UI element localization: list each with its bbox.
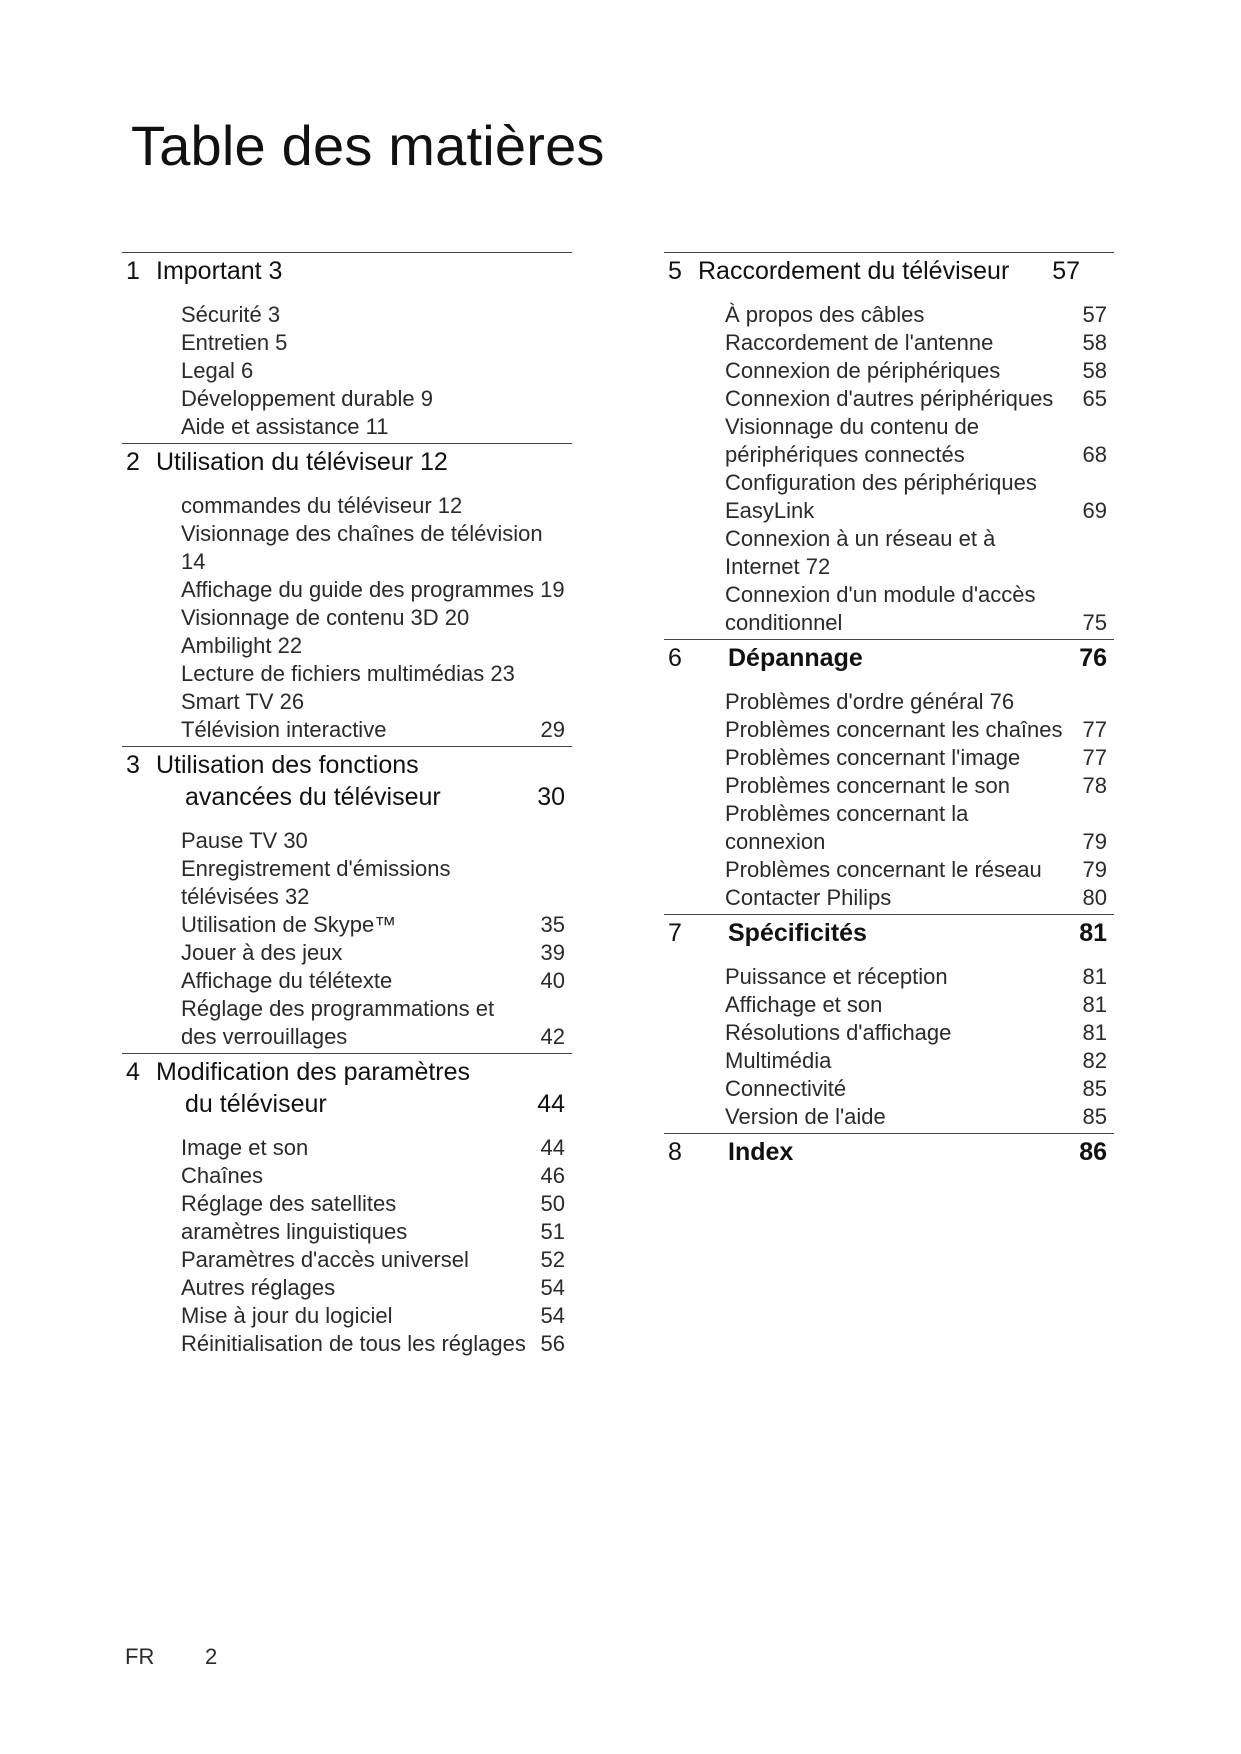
section-number: 4 <box>126 1058 140 1086</box>
entry-page: 77 <box>1082 717 1107 742</box>
page-title: Table des matières <box>131 114 605 177</box>
entry-page: 68 <box>1082 442 1107 467</box>
entry-title: aramètres linguistiques <box>181 1219 408 1244</box>
entry-page: 44 <box>540 1135 565 1160</box>
entry-page: 58 <box>1082 358 1107 383</box>
entry-title: Problèmes d'ordre général 76 <box>725 689 1015 714</box>
entry-title: Autres réglages <box>181 1275 336 1300</box>
entry-title: Résolutions d'affichage <box>725 1020 952 1045</box>
section-title-line1: Utilisation des fonctions <box>156 751 419 779</box>
section-entries <box>122 478 572 746</box>
entry-title: Connectivité <box>725 1076 847 1101</box>
section-title-line2: avancées du téléviseur <box>185 783 441 811</box>
toc-entry[interactable] <box>725 1047 1114 1075</box>
section-header[interactable] <box>122 446 572 478</box>
entry-page: 75 <box>1082 610 1107 635</box>
toc-entry[interactable] <box>181 688 572 716</box>
toc-right-column <box>664 252 1114 1168</box>
section-header[interactable] <box>664 917 1114 949</box>
section-title: Utilisation du téléviseur 12 <box>156 448 448 476</box>
entry-page: 58 <box>1082 330 1107 355</box>
entry-page: 57 <box>1082 302 1107 327</box>
toc-entry[interactable] <box>725 1019 1114 1047</box>
section-header[interactable] <box>664 642 1114 674</box>
toc-entry[interactable] <box>725 800 1114 828</box>
footer-language: FR <box>125 1644 155 1669</box>
entry-title: conditionnel <box>725 610 843 635</box>
entry-page: 46 <box>540 1163 565 1188</box>
toc-entry[interactable] <box>725 716 1114 744</box>
toc-entry[interactable] <box>725 329 1114 357</box>
toc-entry[interactable] <box>181 660 572 688</box>
section-number: 7 <box>668 919 682 947</box>
entry-title: Contacter Philips <box>725 885 892 910</box>
section-entries <box>664 674 1114 914</box>
entry-title: Télévision interactive <box>181 717 387 742</box>
section-title: Index <box>728 1138 794 1166</box>
entry-page: 79 <box>1082 829 1107 854</box>
section-entries <box>122 1120 572 1360</box>
entry-page: 81 <box>1082 1020 1107 1045</box>
toc-entry[interactable] <box>725 553 1114 581</box>
toc-entry[interactable] <box>725 497 1114 525</box>
page-footer <box>125 1644 217 1670</box>
entry-title: Version de l'aide <box>725 1104 886 1129</box>
toc-entry[interactable] <box>181 911 572 939</box>
entry-page: 85 <box>1082 1076 1107 1101</box>
entry-page: 54 <box>540 1275 565 1300</box>
section-header[interactable] <box>122 749 572 813</box>
toc-entry[interactable] <box>181 413 572 441</box>
toc-entry[interactable] <box>181 1330 572 1358</box>
entry-title: Lecture de fichiers multimédias 23 <box>181 661 515 686</box>
toc-entry[interactable] <box>725 469 1114 497</box>
toc-entry[interactable] <box>181 1134 572 1162</box>
entry-title: Raccordement de l'antenne <box>725 330 994 355</box>
entry-title: Multimédia <box>725 1048 832 1073</box>
toc-entry[interactable] <box>725 828 1114 856</box>
entry-title: Enregistrement d'émissions <box>181 856 451 881</box>
toc-entry[interactable] <box>181 492 572 520</box>
entry-page: 52 <box>540 1247 565 1272</box>
entry-page: 42 <box>540 1024 565 1049</box>
section-header[interactable] <box>664 255 1114 287</box>
toc-entry[interactable] <box>181 855 572 883</box>
toc-section-5 <box>664 252 1114 639</box>
toc-entry[interactable] <box>181 1302 572 1330</box>
section-entries <box>664 949 1114 1133</box>
toc-section-6 <box>664 639 1114 914</box>
entry-title: Ambilight 22 <box>181 633 303 658</box>
entry-page: 50 <box>540 1191 565 1216</box>
toc-entry[interactable] <box>181 520 572 576</box>
footer-page-number: 2 <box>205 1644 218 1669</box>
entry-title: commandes du téléviseur 12 <box>181 493 463 518</box>
entry-title: Affichage du guide des programmes 19 <box>181 577 565 602</box>
entry-page: 29 <box>540 717 565 742</box>
entry-page: 81 <box>1082 992 1107 1017</box>
entry-title: Chaînes <box>181 1163 263 1188</box>
toc-section-7 <box>664 914 1114 1133</box>
entry-title: Puissance et réception <box>725 964 948 989</box>
entry-title: Smart TV 26 <box>181 689 305 714</box>
entry-title: Legal 6 <box>181 358 254 383</box>
section-entries <box>664 287 1114 639</box>
toc-entry[interactable] <box>725 357 1114 385</box>
toc-entry[interactable] <box>181 1162 572 1190</box>
entry-title: Connexion d'un module d'accès <box>725 582 1036 607</box>
entry-title: Image et son <box>181 1135 309 1160</box>
toc-entry[interactable] <box>725 301 1114 329</box>
entry-title: Réglage des satellites <box>181 1191 397 1216</box>
section-header[interactable] <box>122 255 572 287</box>
entry-title: Réglage des programmations et <box>181 996 495 1021</box>
entry-page: 79 <box>1082 857 1107 882</box>
entry-title: Problèmes concernant le son <box>725 773 1010 798</box>
entry-title: Internet 72 <box>725 554 831 579</box>
toc-entry[interactable] <box>181 632 572 660</box>
entry-title: connexion <box>725 829 826 854</box>
section-page: 30 <box>537 783 565 811</box>
toc-entry[interactable] <box>725 772 1114 800</box>
entry-page: 85 <box>1082 1104 1107 1129</box>
entry-page: 35 <box>540 912 565 937</box>
toc-entry[interactable] <box>725 385 1114 413</box>
toc-entry[interactable] <box>725 744 1114 772</box>
entry-title: Sécurité 3 <box>181 302 281 327</box>
section-entries <box>122 813 572 1053</box>
entry-title: Problèmes concernant la <box>725 801 969 826</box>
entry-title: Connexion de périphériques <box>725 358 1001 383</box>
section-page: 57 <box>1052 257 1080 285</box>
entry-title: Affichage du télétexte <box>181 968 393 993</box>
toc-entry[interactable] <box>725 991 1114 1019</box>
toc-entry[interactable] <box>181 301 572 329</box>
section-number: 6 <box>668 644 682 672</box>
entry-page: 80 <box>1082 885 1107 910</box>
entry-title: Jouer à des jeux <box>181 940 343 965</box>
toc-entry[interactable] <box>181 827 572 855</box>
entry-title: Pause TV 30 <box>181 828 308 853</box>
section-title-line2: du téléviseur <box>185 1090 327 1118</box>
toc-entry[interactable] <box>725 413 1114 441</box>
entry-title: télévisées 32 <box>181 884 310 909</box>
toc-entry[interactable] <box>181 995 572 1023</box>
section-page: 81 <box>1079 919 1107 947</box>
toc-entry[interactable] <box>181 357 572 385</box>
toc-entry[interactable] <box>181 604 572 632</box>
toc-entry[interactable] <box>181 716 572 744</box>
entry-title: Utilisation de Skype™ <box>181 912 397 937</box>
entry-title: Problèmes concernant l'image <box>725 745 1021 770</box>
section-header[interactable] <box>664 1136 1114 1168</box>
section-number: 2 <box>126 448 140 476</box>
section-page: 76 <box>1079 644 1107 672</box>
entry-title: Mise à jour du logiciel <box>181 1303 393 1328</box>
toc-entry[interactable] <box>725 1103 1114 1131</box>
entry-title: Développement durable 9 <box>181 386 433 411</box>
toc-entry[interactable] <box>181 1274 572 1302</box>
section-number: 1 <box>126 257 140 285</box>
section-page: 86 <box>1079 1138 1107 1166</box>
section-title <box>156 749 537 813</box>
entry-page: 82 <box>1082 1048 1107 1073</box>
toc-section-1 <box>122 252 572 443</box>
entry-title: Connexion à un réseau et à <box>725 526 996 551</box>
entry-title: Connexion d'autres périphériques <box>725 386 1054 411</box>
entry-title: Réinitialisation de tous les réglages <box>181 1331 526 1356</box>
toc-entry[interactable] <box>181 1246 572 1274</box>
section-title <box>156 1056 537 1120</box>
entry-title: EasyLink <box>725 498 815 523</box>
entry-title: Problèmes concernant les chaînes <box>725 717 1063 742</box>
section-title: Important 3 <box>156 257 283 285</box>
toc-section-8 <box>664 1133 1114 1168</box>
toc-left-column <box>122 252 572 1360</box>
section-page: 44 <box>537 1090 565 1118</box>
section-number: 3 <box>126 751 140 779</box>
entry-page: 39 <box>540 940 565 965</box>
entry-page: 65 <box>1082 386 1107 411</box>
entry-page: 78 <box>1082 773 1107 798</box>
section-title-line1: Modification des paramètres <box>156 1058 471 1086</box>
section-title: Dépannage <box>728 644 863 672</box>
toc-section-2 <box>122 443 572 746</box>
toc-entry[interactable] <box>181 576 572 604</box>
entry-page: 54 <box>540 1303 565 1328</box>
entry-page: 69 <box>1082 498 1107 523</box>
entry-title: Configuration des périphériques <box>725 470 1037 495</box>
toc-entry[interactable] <box>725 441 1114 469</box>
toc-entry[interactable] <box>725 688 1114 716</box>
entry-title: Visionnage des chaînes de télévision 14 <box>181 521 543 574</box>
entry-title: Aide et assistance 11 <box>181 414 389 439</box>
toc-entry[interactable] <box>181 1190 572 1218</box>
section-title: Raccordement du téléviseur <box>698 257 1010 285</box>
toc-entry[interactable] <box>181 385 572 413</box>
toc-entry[interactable] <box>725 884 1114 912</box>
toc-entry[interactable] <box>725 581 1114 609</box>
section-number: 8 <box>668 1138 682 1166</box>
entry-title: Affichage et son <box>725 992 883 1017</box>
toc-entry[interactable] <box>181 1023 572 1051</box>
toc-entry[interactable] <box>181 883 572 911</box>
toc-entry[interactable] <box>725 963 1114 991</box>
section-entries <box>122 287 572 443</box>
section-header[interactable] <box>122 1056 572 1120</box>
section-title: Spécificités <box>728 919 867 947</box>
entry-page: 51 <box>540 1219 565 1244</box>
toc-entry[interactable] <box>725 525 1114 553</box>
toc-entry[interactable] <box>725 856 1114 884</box>
entry-title: périphériques connectés <box>725 442 965 467</box>
entry-page: 40 <box>540 968 565 993</box>
entry-page: 56 <box>540 1331 565 1356</box>
section-number: 5 <box>668 257 682 285</box>
entry-title: Entretien 5 <box>181 330 288 355</box>
entry-page: 81 <box>1082 964 1107 989</box>
entry-title: Problèmes concernant le réseau <box>725 857 1042 882</box>
toc-entry[interactable] <box>181 939 572 967</box>
entry-title: Visionnage de contenu 3D 20 <box>181 605 470 630</box>
toc-entry[interactable] <box>181 329 572 357</box>
toc-entry[interactable] <box>725 1075 1114 1103</box>
toc-section-3 <box>122 746 572 1053</box>
toc-entry[interactable] <box>181 967 572 995</box>
entry-title: Paramètres d'accès universel <box>181 1247 469 1272</box>
entry-title: des verrouillages <box>181 1024 348 1049</box>
entry-page: 77 <box>1082 745 1107 770</box>
entry-title: Visionnage du contenu de <box>725 414 980 439</box>
toc-section-4 <box>122 1053 572 1360</box>
toc-entry[interactable] <box>725 609 1114 637</box>
entry-title: À propos des câbles <box>725 302 925 327</box>
toc-entry[interactable] <box>181 1218 572 1246</box>
